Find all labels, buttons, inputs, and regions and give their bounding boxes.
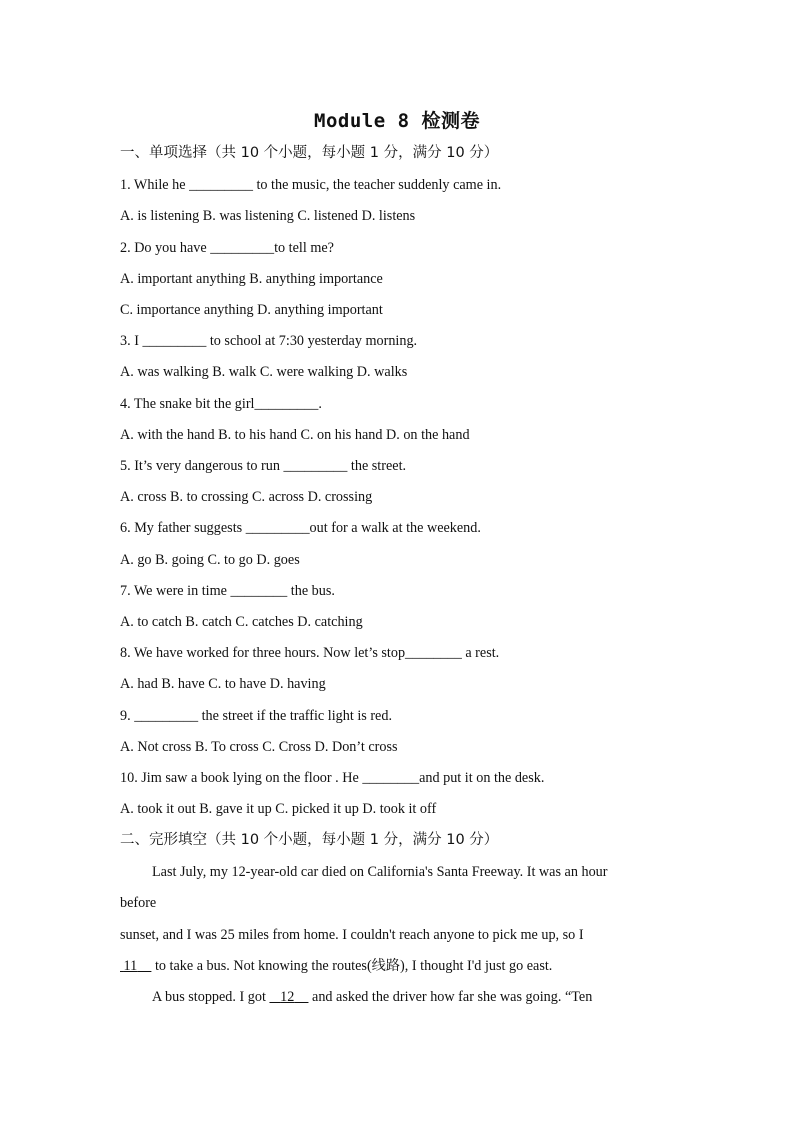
question-2-options-ab: A. important anything B. anything importance [120,271,383,287]
section-heading-2: 二、完形填空（共 10 个小题，每小题 1 分，满分 10 分） [120,832,499,848]
question-4-options: A. with the hand B. to his hand C. on his hand D. on the hand [120,427,470,443]
question-5: 5. It’s very dangerous to run _________ the street. [120,458,407,474]
question-9-options: A. Not cross B. To cross C. Cross D. Don’t cross [120,739,398,755]
passage-line-1: Last July, my 12-year-old car died on California's Santa Freeway. It was an hour [152,864,608,880]
question-7-options: A. to catch B. catch C. catches D. catching [120,614,363,630]
question-8: 8. We have worked for three hours. Now let’s stop________ a rest. [120,645,500,661]
question-3: 3. I _________ to school at 7:30 yesterday morning. [120,333,418,349]
blank-12: 12 [280,989,295,1005]
question-2: 2. Do you have _________to tell me? [120,240,334,256]
question-2-options-cd: C. importance anything D. anything important [120,302,383,318]
page-title: Module 8 检测卷 [314,110,480,132]
blank-11: 11 [123,958,138,974]
question-3-options: A. was walking B. walk C. were walking D. walks [120,364,408,380]
question-5-options: A. cross B. to crossing C. across D. crossing [120,489,373,505]
question-10-options: A. took it out B. gave it up C. picked it up D. took it off [120,801,437,817]
question-8-options: A. had B. have C. to have D. having [120,676,326,692]
question-1: 1. While he _________ to the music, the teacher suddenly came in. [120,177,502,193]
question-4: 4. The snake bit the girl_________. [120,396,322,412]
question-6-options: A. go B. going C. to go D. goes [120,552,300,568]
passage-line-5-b: and asked the driver how far she was going. “Ten [308,989,593,1005]
question-10: 10. Jim saw a book lying on the floor . He ________and put it on the desk. [120,770,545,786]
passage-line-5 [152,988,712,1006]
question-7: 7. We were in time ________ the bus. [120,583,335,599]
question-6: 6. My father suggests _________out for a walk at the weekend. [120,520,481,536]
question-1-options: A. is listening B. was listening C. listened D. listens [120,208,416,224]
passage-line-4 [120,957,680,975]
passage-line-2: before [120,895,157,911]
passage-line-5-a: A bus stopped. I got [152,989,270,1005]
section-heading-1: 一、单项选择（共 10 个小题，每小题 1 分，满分 10 分） [120,145,499,161]
question-9: 9. _________ the street if the traffic light is red. [120,708,392,724]
passage-line-3: sunset, and I was 25 miles from home. I couldn't reach anyone to pick me up, so I [120,927,584,943]
passage-line-4-text: to take a bus. Not knowing the routes(线路), I thought I'd just go east. [151,958,553,974]
